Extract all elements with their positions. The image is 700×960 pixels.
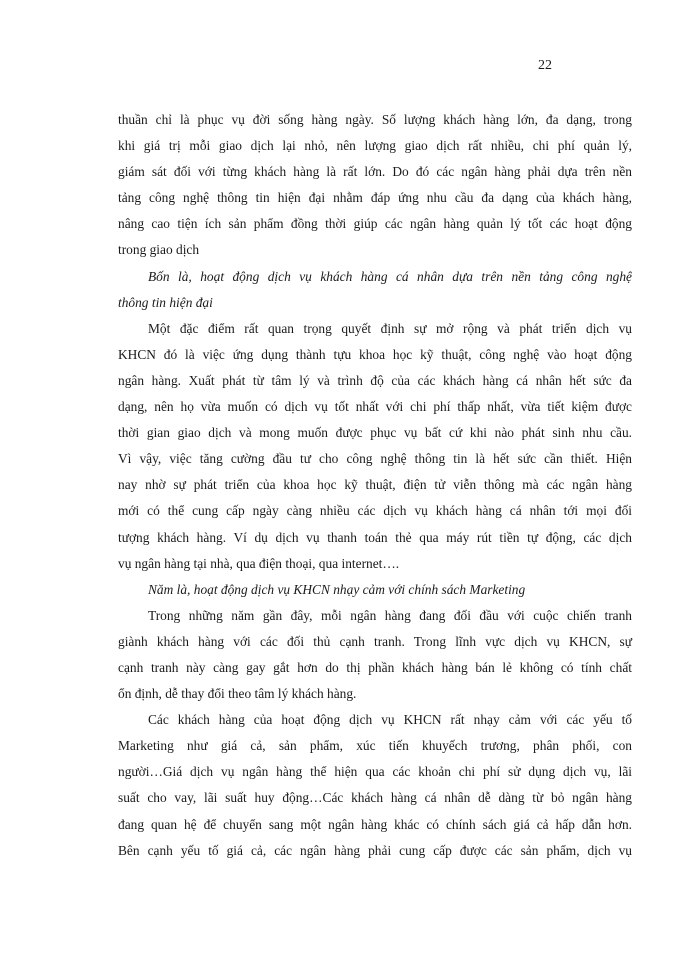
paragraph-line: tảng công nghệ thông tin hiện đại nhằm đáp ứng nhu cầu đa dạng của khách hàng, bbox=[118, 190, 632, 206]
section-heading-line: thông tin hiện đại bbox=[118, 294, 213, 310]
paragraph-line: giám sát đối với từng khách hàng là rất lớn. Do đó các ngân hàng phải dựa trên nền bbox=[118, 164, 632, 180]
paragraph-line: ổn định, dễ thay đổi theo tâm lý khách hàng. bbox=[118, 686, 357, 702]
section-heading-line: Năm là, hoạt động dịch vụ KHCN nhạy cảm với chính sách Marketing bbox=[148, 581, 526, 597]
paragraph-line: khi giá trị mỗi giao dịch lại nhỏ, nên lượng giao dịch rất nhiều, chi phí quản lý, bbox=[118, 138, 632, 154]
paragraph-line: Các khách hàng của hoạt động dịch vụ KHCN rất nhạy cảm với các yếu tố bbox=[148, 712, 632, 728]
document-body bbox=[118, 107, 632, 864]
paragraph-line: KHCN đó là việc ứng dụng thành tựu khoa học kỹ thuật, công nghệ vào hoạt động bbox=[118, 346, 632, 362]
paragraph-line: Marketing như giá cả, sản phẩm, xúc tiến khuyếch trương, phân phối, con bbox=[118, 738, 632, 754]
paragraph-line: ngân hàng. Xuất phát từ tâm lý và trình độ của các khách hàng cá nhân hết sức đa bbox=[118, 372, 632, 388]
paragraph-line: người…Giá dịch vụ ngân hàng thể hiện qua các khoản chi phí sử dụng dịch vụ, lãi bbox=[118, 764, 632, 780]
paragraph-line: Vì vậy, việc tăng cường đầu tư cho công nghệ thông tin là hết sức cần thiết. Hiện bbox=[118, 451, 632, 467]
paragraph-line: mới có thể cung cấp ngày càng nhiều các dịch vụ khách hàng cá nhân tới mọi đối bbox=[118, 503, 632, 519]
paragraph-line: Trong những năm gần đây, mỗi ngân hàng đang đối đầu với cuộc chiến tranh bbox=[148, 607, 632, 623]
paragraph-line: trong giao dịch bbox=[118, 242, 200, 258]
paragraph-line: nâng cao tiện ích sản phẩm đồng thời giúp các ngân hàng quản lý tốt các hoạt động bbox=[118, 216, 632, 232]
paragraph-line: cạnh tranh này càng gay gắt hơn do thị phần khách hàng bán lẻ không có tính chất bbox=[118, 659, 632, 675]
paragraph-line: dạng, nên họ vừa muốn có dịch vụ tốt nhất với chi phí thấp nhất, vừa tiết kiệm được bbox=[118, 399, 632, 415]
paragraph-line: giành khách hàng với các đối thủ cạnh tranh. Trong lĩnh vực dịch vụ KHCN, sự bbox=[118, 633, 632, 649]
paragraph-line: suất cho vay, lãi suất huy động…Các khách hàng cá nhân dễ dàng từ bỏ ngân hàng bbox=[118, 790, 632, 806]
paragraph-line: Một đặc điểm rất quan trọng quyết định sự mở rộng và phát triển dịch vụ bbox=[148, 320, 632, 336]
section-heading-line: Bốn là, hoạt động dịch vụ khách hàng cá nhân dựa trên nền tảng công nghệ bbox=[148, 268, 632, 284]
paragraph-line: thời gian giao dịch và mong muốn được phục vụ bất cứ khi nào phát sinh nhu cầu. bbox=[118, 425, 632, 441]
paragraph-line: đang quan hệ để chuyển sang một ngân hàng khác có chính sách giá cả hấp dẫn hơn. bbox=[118, 816, 632, 832]
paragraph-line: tượng khách hàng. Ví dụ dịch vụ thanh toán thẻ qua máy rút tiền tự động, các dịch bbox=[118, 529, 632, 545]
paragraph-line: Bên cạnh yếu tố giá cả, các ngân hàng phải cung cấp được các sản phẩm, dịch vụ bbox=[118, 842, 632, 858]
page-number: 22 bbox=[538, 58, 552, 73]
paragraph-line: thuần chỉ là phục vụ đời sống hàng ngày. Số lượng khách hàng lớn, đa dạng, trong bbox=[118, 112, 632, 127]
paragraph-line: vụ ngân hàng tại nhà, qua điện thoại, qua internet…. bbox=[118, 555, 400, 571]
paragraph-line: nay nhờ sự phát triển của khoa học kỹ thuật, điện tử viễn thông mà các ngân hàng bbox=[118, 477, 632, 493]
